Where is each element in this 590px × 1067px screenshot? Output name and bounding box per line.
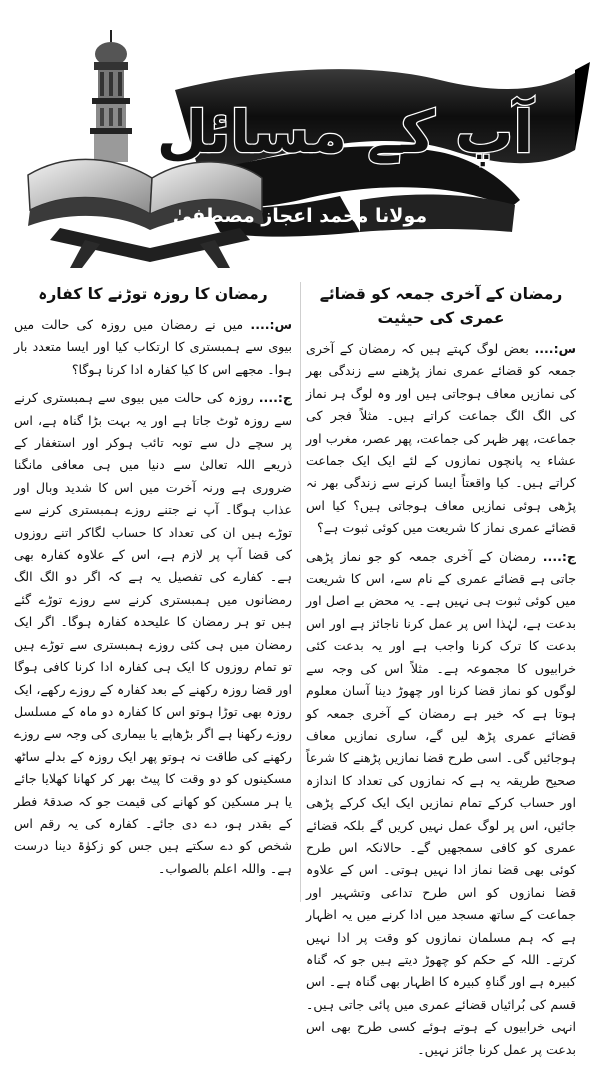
article-2-answer bbox=[14, 387, 292, 880]
answer-label: ج:.... bbox=[542, 548, 576, 564]
article-1-question bbox=[306, 338, 576, 540]
question-text: بعض لوگ کہتے ہیں کہ رمضان کے آخری جمعہ کو قضائے عمری نماز پڑھنے سے زندگی بھر کی نمازیں معاف ہوجاتی ہیں اور وہ لوگ ہر نماز کی الگ الگ جماعت کراتے ہیں۔ مثلاً فجر کی جماعت، پھر ظہر کی جماعت، پھر عصر، مغرب اور عشاء یہ پانچوں نمازوں کے لئے ایک ایک جماعت کراتے ہیں۔ کیا واقعتاً ایسا کرنے سے زندگی بھر نہ پڑھی ہوئی نمازیں معاف ہوجاتی ہیں؟ کیا اس قضائے عمری نماز کا شریعت میں کوئی ثبوت ہے؟ bbox=[306, 341, 576, 536]
question-label: س:.... bbox=[250, 317, 292, 332]
column-divider bbox=[300, 282, 301, 902]
banner-title: آپ کے مسائل bbox=[156, 98, 534, 166]
header-banner bbox=[0, 0, 590, 275]
question-label: س:.... bbox=[534, 341, 576, 356]
article-2-question bbox=[14, 314, 292, 381]
article-1-heading: رمضان کے آخری جمعہ کو قضائے عمری کی حیثیت bbox=[319, 285, 563, 327]
author-name: مولانا محمد اعجاز مصطفیٰ bbox=[172, 205, 428, 227]
article-2-heading: رمضان کا روزہ توڑنے کا کفارہ bbox=[38, 285, 268, 303]
answer-label: ج:.... bbox=[258, 390, 292, 406]
article-2 bbox=[14, 278, 292, 886]
question-text: میں نے رمضان میں روزہ کی حالت میں بیوی سے ہمبستری کا ارتکاب کیا اور ایسا متعدد بار ہوا۔ مجھے اس کا کیا کفارہ ادا کرنا ہوگا؟ bbox=[14, 317, 292, 377]
minaret-icon bbox=[90, 30, 132, 162]
article-1 bbox=[306, 278, 576, 1067]
answer-text: رمضان کے آخری جمعہ کو جو نماز پڑھی جاتی ہے قضائے عمری کے نام سے، اس کا شریعت میں کوئی ثبوت ہی نہیں ہے۔ یہ محض بے اصل اور بدعت ہے، لہٰذا اس پر عمل کرنا ناجائز ہے اور اس بدعت کا ترک کرنا واجب ہے اور یہ بدعت کئی خرابیوں کا مجموعہ ہے۔ مثلاً اس کی وجہ سے لوگوں کو نماز قضا کرنا اور چھوڑ دینا آسان معلوم ہوتا ہے کہ خیر ہے رمضان کے آخری جمعہ کو قضائے عمری پڑھ لیں گے، ساری نمازیں معاف ہوجائیں گی۔ اسی طرح قضا نمازیں پڑھنے کا شرعاً صحیح طریقہ یہ ہے کہ نمازوں کی تعداد کا اندازہ اور حساب کرکے تمام نمازیں ایک ایک کرکے پڑھی جائیں، اس پر لوگ عمل نہیں کریں گے بلکہ قضائے عمری کو کافی سمجھیں گے۔ حالانکہ اس طرح کوئی بھی قضا نماز ادا نہیں ہوتی۔ اس کے علاوہ قضا نمازوں کو اس طرح تداعی وتشہیر اور جماعت کے ساتھ مسجد میں ادا کرنے میں یہ اظہار ہے کہ ہم مسلمان نمازوں کو وقت پر ادا نہیں کرتے۔ اللہ کے حکم کو چھوڑ دیتے ہیں جو کہ گناہ کبیرہ ہے اور گناہِ کبیرہ کا اظہار بھی گناہ ہے۔ اس قسم کی بُرائیاں قضائے عمری میں پائی جاتی ہیں۔ انہی خرابیوں کے ہوتے ہوئے کسی طرح بھی اس بدعت پر عمل کرنا جائز نہیں۔ bbox=[306, 548, 576, 1057]
article-1-answer bbox=[306, 546, 576, 1061]
answer-text: روزہ کی حالت میں بیوی سے ہمبستری کرنے سے روزہ ٹوٹ جاتا ہے اور یہ بہت بڑا گناہ ہے، اس پر سچے دل سے توبہ تائب ہوکر اور استغفار کے ذریعے اللہ تعالیٰ سے دنیا میں ہی معافی مانگنا ضروری ہے ورنہ آخرت میں اس کا شدید وبال اور عذاب ہوگا۔ آپ نے جتنے روزے ہمبستری کرنے سے توڑے ہیں ان کی تعداد کا حساب لگاکر اتنے روزوں کی قضا آپ پر لازم ہے، اس کے علاوہ کفارہ بھی ہے۔ کفارے کی تفصیل یہ ہے کہ اگر دو الگ الگ رمضانوں میں ہمبستری کرنے سے روزے توڑے گئے ہیں تو ہر رمضان کا علیحدہ کفارہ ہوگا۔ اگر ایک رمضان میں ہی کئی روزے ہمبستری سے توڑے ہیں تو تمام روزوں کا ایک ہی کفارہ ادا کرنا کافی ہوگا اور قضا روزہ رکھنے کے بعد کفارہ کے روزے رکھے، ایک روزہ بھی توڑا ہوتو اس کا کفارہ دو ماہ کے مسلسل روزے رکھنا ہے اگر بڑھاپے یا بیماری کی وجہ سے روزے رکھنے کی طاقت نہ ہوتو پھر ایک روزہ کے بدلے ساٹھ مسکینوں کو دو وقت کا پیٹ بھر کر کھانا کھلایا جائے یا ہر مسکین کو کھانے کی قیمت جو کہ صدقۂ فطر کے بقدر ہو، دے دی جائے۔ کفارہ کی یہ رقم اس شخص کو دے سکتے ہیں جس کو زکوٰۃ دینا درست ہے۔ واللہ اعلم بالصواب۔ bbox=[14, 390, 292, 876]
